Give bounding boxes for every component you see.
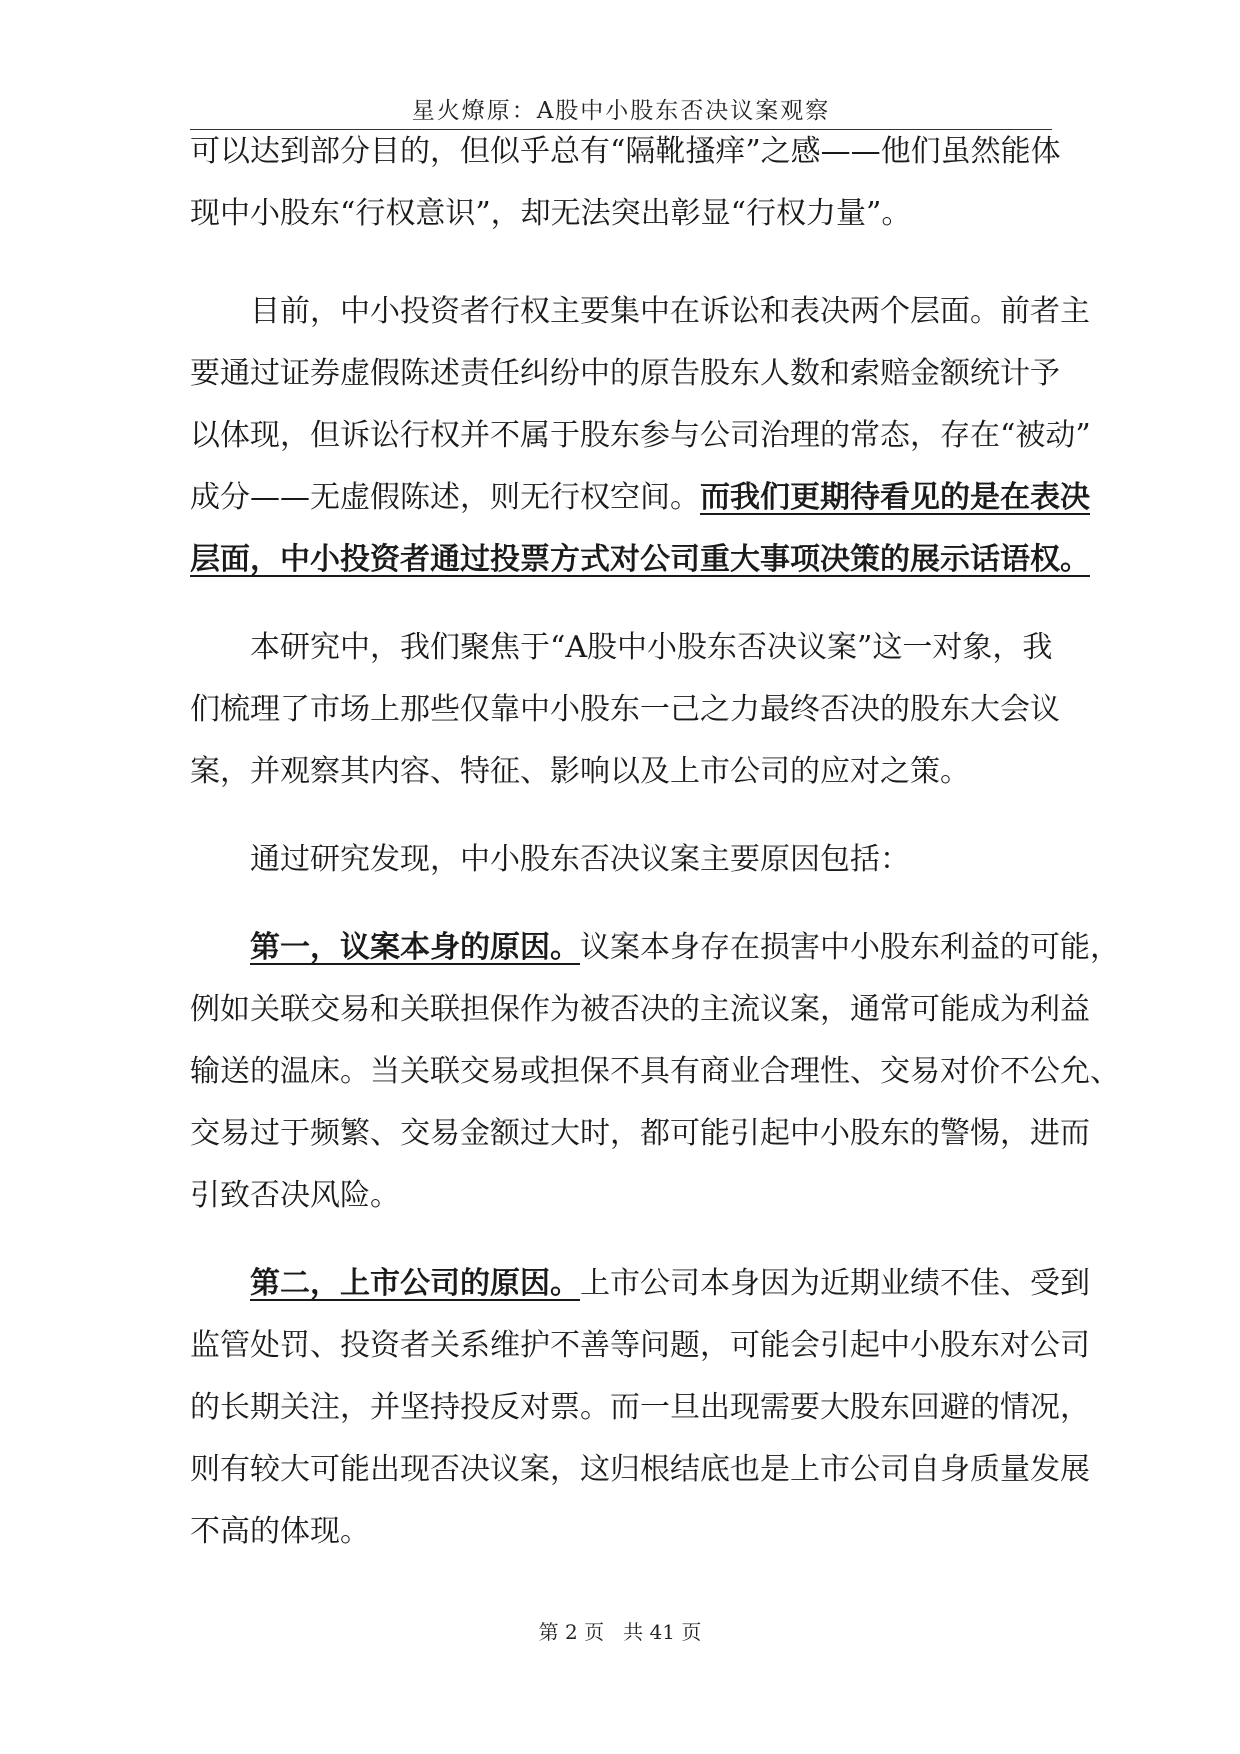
paragraph-2-line-5 (190, 535, 1090, 585)
highlighted-statement: 而我们更期待看见的是在表决 (700, 480, 1090, 515)
paragraph-4-line-1: 通过研究发现，中小股东否决议案主要原因包括： (250, 842, 910, 877)
paragraph-3-line-2: 们梳理了市场上那些仅靠中小股东一己之力最终否决的股东大会议 (190, 692, 1060, 727)
page-number: 第 2 页 共 41 页 (538, 1620, 702, 1644)
paragraph-2-line-2: 要通过证券虚假陈述责任纠纷中的原告股东人数和索赔金额统计予 (190, 356, 1060, 391)
reason-2-text: 上市公司本身因为近期业绩不佳、受到 (580, 1266, 1090, 1301)
paragraph-1-line-2: 现中小股东“行权意识”，却无法突出彰显“行权力量”。 (190, 196, 912, 231)
paragraph-5-line-3: 输送的温床。当关联交易或担保不具有商业合理性、交易对价不公允、 (190, 1054, 1120, 1089)
paragraph-5-line-5: 引致否决风险。 (190, 1178, 400, 1213)
running-header: 星火燎原：A股中小股东否决议案观察 (411, 98, 831, 124)
paragraph-6-line-5: 不高的体现。 (190, 1514, 370, 1549)
paragraph-6-line-4: 则有较大可能出现否决议案，这归根结底也是上市公司自身质量发展 (190, 1452, 1090, 1487)
paragraph-3-line-3: 案，并观察其内容、特征、影响以及上市公司的应对之策。 (190, 754, 970, 789)
paragraph-6-line-1 (250, 1259, 1090, 1309)
paragraph-6-line-3: 的长期关注，并坚持投反对票。而一旦出现需要大股东回避的情况， (190, 1390, 1090, 1425)
paragraph-2-text: 成分——无虚假陈述，则无行权空间。 (190, 480, 700, 515)
paragraph-3-line-1: 本研究中，我们聚焦于“A股中小股东否决议案”这一对象，我 (250, 630, 1053, 665)
reason-1-text: 议案本身存在损害中小股东利益的可能， (580, 930, 1120, 965)
paragraph-5-line-1 (250, 923, 1120, 973)
paragraph-2-line-4 (190, 473, 1090, 523)
reason-1-heading: 第一，议案本身的原因。 (250, 930, 580, 965)
paragraph-5-line-2: 例如关联交易和关联担保作为被否决的主流议案，通常可能成为利益 (190, 992, 1090, 1027)
paragraph-2-line-1: 目前，中小投资者行权主要集中在诉讼和表决两个层面。前者主 (250, 294, 1090, 329)
paragraph-1-line-1: 可以达到部分目的，但似乎总有“隔靴搔痒”之感——他们虽然能体 (190, 134, 1061, 169)
paragraph-5-line-4: 交易过于频繁、交易金额过大时，都可能引起中小股东的警惕，进而 (190, 1116, 1090, 1151)
highlighted-statement-continued: 层面，中小投资者通过投票方式对公司重大事项决策的展示话语权。 (190, 542, 1090, 577)
reason-2-heading: 第二，上市公司的原因。 (250, 1266, 580, 1301)
paragraph-6-line-2: 监管处罚、投资者关系维护不善等问题，可能会引起中小股东对公司 (190, 1328, 1090, 1363)
paragraph-2-line-3: 以体现，但诉讼行权并不属于股东参与公司治理的常态，存在“被动” (190, 418, 1091, 453)
